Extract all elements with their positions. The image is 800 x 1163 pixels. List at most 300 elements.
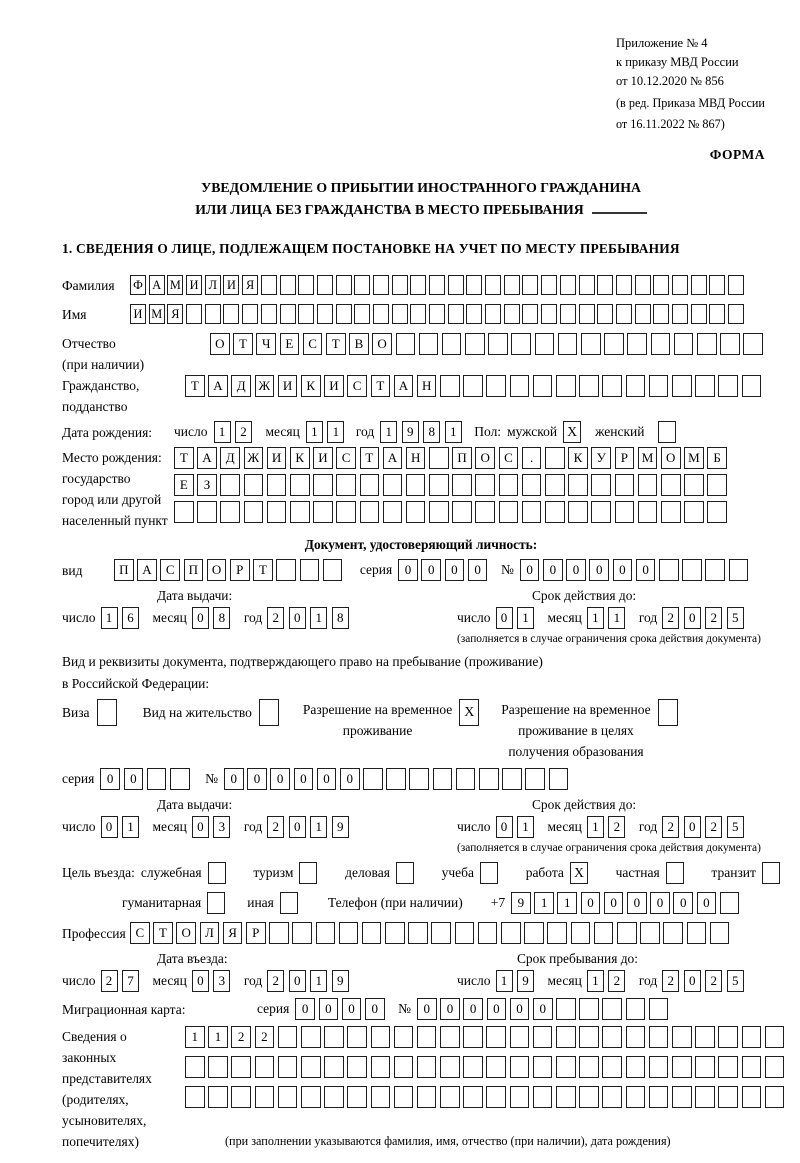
char-cell[interactable]: [591, 474, 611, 496]
char-cell[interactable]: [317, 304, 333, 324]
char-cell[interactable]: [718, 1056, 738, 1078]
char-cell[interactable]: 3: [213, 816, 230, 838]
char-cell[interactable]: Ч: [256, 333, 276, 355]
char-cell[interactable]: 0: [295, 998, 315, 1020]
char-cell[interactable]: [244, 501, 264, 523]
char-cell[interactable]: 1: [306, 421, 323, 443]
char-cell[interactable]: [147, 768, 167, 790]
char-cell[interactable]: [409, 768, 429, 790]
char-cell[interactable]: [429, 501, 449, 523]
char-cell[interactable]: [556, 1026, 576, 1048]
char-cell[interactable]: [649, 375, 669, 397]
char-cell[interactable]: [672, 375, 692, 397]
char-cell[interactable]: [394, 1056, 414, 1078]
char-cell[interactable]: 0: [589, 559, 609, 581]
char-cell[interactable]: [674, 333, 694, 355]
char-cell[interactable]: [485, 304, 501, 324]
char-cell[interactable]: [594, 922, 614, 944]
char-cell[interactable]: [208, 1056, 228, 1078]
char-cell[interactable]: [255, 1086, 275, 1108]
char-cell[interactable]: [373, 275, 389, 295]
char-cell[interactable]: [533, 1026, 553, 1048]
char-cell[interactable]: [231, 1056, 251, 1078]
char-cell[interactable]: [255, 1056, 275, 1078]
char-cell[interactable]: 3: [213, 970, 230, 992]
char-cell[interactable]: [466, 275, 482, 295]
char-cell[interactable]: 0: [496, 816, 513, 838]
char-cell[interactable]: Н: [417, 375, 437, 397]
char-cell[interactable]: 2: [235, 421, 252, 443]
char-cell[interactable]: [261, 304, 277, 324]
char-cell[interactable]: 2: [705, 607, 722, 629]
char-cell[interactable]: [336, 474, 356, 496]
char-cell[interactable]: 0: [365, 998, 385, 1020]
char-cell[interactable]: [672, 275, 688, 295]
char-cell[interactable]: С: [347, 375, 367, 397]
char-cell[interactable]: [475, 474, 495, 496]
char-cell[interactable]: К: [290, 447, 310, 469]
char-cell[interactable]: [626, 1056, 646, 1078]
char-cell[interactable]: [354, 304, 370, 324]
char-cell[interactable]: 1: [310, 970, 327, 992]
char-cell[interactable]: [510, 1026, 530, 1048]
char-cell[interactable]: [392, 304, 408, 324]
char-cell[interactable]: [406, 474, 426, 496]
char-cell[interactable]: [419, 333, 439, 355]
char-cell[interactable]: [616, 275, 632, 295]
char-cell[interactable]: [406, 501, 426, 523]
char-cell[interactable]: [394, 1086, 414, 1108]
char-cell[interactable]: Ж: [255, 375, 275, 397]
char-cell[interactable]: [672, 1056, 692, 1078]
char-cell[interactable]: [440, 375, 460, 397]
char-cell[interactable]: У: [591, 447, 611, 469]
char-cell[interactable]: [742, 375, 762, 397]
char-cell[interactable]: [709, 275, 725, 295]
char-cell[interactable]: [742, 1056, 762, 1078]
char-cell[interactable]: [301, 1026, 321, 1048]
char-cell[interactable]: [579, 375, 599, 397]
char-cell[interactable]: [626, 1086, 646, 1108]
char-cell[interactable]: [394, 1026, 414, 1048]
char-cell[interactable]: [417, 1056, 437, 1078]
char-cell[interactable]: [626, 1026, 646, 1048]
char-cell[interactable]: 0: [192, 970, 209, 992]
char-cell[interactable]: [695, 1026, 715, 1048]
char-cell[interactable]: 1: [185, 1026, 205, 1048]
char-cell[interactable]: [410, 275, 426, 295]
char-cell[interactable]: [269, 922, 289, 944]
char-cell[interactable]: [695, 375, 715, 397]
char-cell[interactable]: Я: [242, 275, 258, 295]
char-cell[interactable]: [718, 375, 738, 397]
char-cell[interactable]: [396, 333, 416, 355]
char-cell[interactable]: [466, 304, 482, 324]
char-cell[interactable]: 0: [684, 816, 701, 838]
char-cell[interactable]: 2: [255, 1026, 275, 1048]
char-cell[interactable]: [410, 304, 426, 324]
char-cell[interactable]: [522, 501, 542, 523]
char-cell[interactable]: Р: [615, 447, 635, 469]
char-cell[interactable]: [486, 1026, 506, 1048]
char-cell[interactable]: [207, 892, 225, 914]
char-cell[interactable]: [510, 375, 530, 397]
char-cell[interactable]: 0: [613, 559, 633, 581]
char-cell[interactable]: 2: [608, 970, 625, 992]
char-cell[interactable]: [363, 768, 383, 790]
char-cell[interactable]: [316, 922, 336, 944]
char-cell[interactable]: 0: [340, 768, 360, 790]
char-cell[interactable]: [280, 304, 296, 324]
char-cell[interactable]: [386, 768, 406, 790]
char-cell[interactable]: [617, 922, 637, 944]
char-cell[interactable]: [174, 501, 194, 523]
char-cell[interactable]: [452, 501, 472, 523]
char-cell[interactable]: [298, 275, 314, 295]
char-cell[interactable]: [649, 998, 669, 1020]
char-cell[interactable]: [360, 474, 380, 496]
char-cell[interactable]: М: [638, 447, 658, 469]
char-cell[interactable]: 0: [101, 816, 118, 838]
char-cell[interactable]: [290, 474, 310, 496]
char-cell[interactable]: 0: [440, 998, 460, 1020]
char-cell[interactable]: [324, 1086, 344, 1108]
char-cell[interactable]: 1: [587, 970, 604, 992]
char-cell[interactable]: Н: [406, 447, 426, 469]
char-cell[interactable]: А: [137, 559, 157, 581]
char-cell[interactable]: 2: [662, 816, 679, 838]
char-cell[interactable]: [602, 1086, 622, 1108]
char-cell[interactable]: [728, 304, 744, 324]
char-cell[interactable]: [259, 699, 279, 726]
char-cell[interactable]: [545, 474, 565, 496]
char-cell[interactable]: [558, 333, 578, 355]
char-cell[interactable]: [638, 501, 658, 523]
char-cell[interactable]: .: [522, 447, 542, 469]
char-cell[interactable]: [385, 922, 405, 944]
char-cell[interactable]: [223, 304, 239, 324]
char-cell[interactable]: [429, 275, 445, 295]
char-cell[interactable]: [556, 1086, 576, 1108]
char-cell[interactable]: [486, 1056, 506, 1078]
char-cell[interactable]: [417, 1026, 437, 1048]
char-cell[interactable]: [709, 304, 725, 324]
char-cell[interactable]: [276, 559, 296, 581]
char-cell[interactable]: [383, 501, 403, 523]
char-cell[interactable]: О: [372, 333, 392, 355]
char-cell[interactable]: О: [661, 447, 681, 469]
char-cell[interactable]: [278, 1086, 298, 1108]
char-cell[interactable]: [720, 333, 740, 355]
char-cell[interactable]: [640, 922, 660, 944]
char-cell[interactable]: 0: [398, 559, 418, 581]
char-cell[interactable]: [649, 1026, 669, 1048]
char-cell[interactable]: [541, 275, 557, 295]
char-cell[interactable]: Р: [246, 922, 266, 944]
char-cell[interactable]: [433, 768, 453, 790]
char-cell[interactable]: М: [684, 447, 704, 469]
char-cell[interactable]: [627, 333, 647, 355]
char-cell[interactable]: О: [210, 333, 230, 355]
char-cell[interactable]: [765, 1026, 785, 1048]
char-cell[interactable]: 2: [705, 816, 722, 838]
char-cell[interactable]: 0: [581, 892, 601, 914]
char-cell[interactable]: [649, 1086, 669, 1108]
char-cell[interactable]: [339, 922, 359, 944]
char-cell[interactable]: 0: [566, 559, 586, 581]
char-cell[interactable]: 0: [317, 768, 337, 790]
char-cell[interactable]: [475, 501, 495, 523]
char-cell[interactable]: [371, 1056, 391, 1078]
char-cell[interactable]: [604, 333, 624, 355]
char-cell[interactable]: [522, 304, 538, 324]
char-cell[interactable]: [549, 768, 569, 790]
char-cell[interactable]: И: [186, 275, 202, 295]
char-cell[interactable]: 0: [520, 559, 540, 581]
char-cell[interactable]: [336, 275, 352, 295]
char-cell[interactable]: 0: [289, 970, 306, 992]
char-cell[interactable]: 2: [267, 816, 284, 838]
char-cell[interactable]: [463, 375, 483, 397]
char-cell[interactable]: Т: [185, 375, 205, 397]
char-cell[interactable]: 0: [673, 892, 693, 914]
char-cell[interactable]: 0: [224, 768, 244, 790]
char-cell[interactable]: [602, 998, 622, 1020]
char-cell[interactable]: [324, 1056, 344, 1078]
char-cell[interactable]: [431, 922, 451, 944]
char-cell[interactable]: К: [568, 447, 588, 469]
char-cell[interactable]: С: [336, 447, 356, 469]
char-cell[interactable]: В: [349, 333, 369, 355]
char-cell[interactable]: [300, 559, 320, 581]
char-cell[interactable]: [301, 1086, 321, 1108]
char-cell[interactable]: Я: [223, 922, 243, 944]
char-cell[interactable]: [373, 304, 389, 324]
char-cell[interactable]: 2: [705, 970, 722, 992]
char-cell[interactable]: [556, 375, 576, 397]
char-cell[interactable]: 0: [684, 607, 701, 629]
char-cell[interactable]: 0: [697, 892, 717, 914]
char-cell[interactable]: [429, 304, 445, 324]
char-cell[interactable]: И: [324, 375, 344, 397]
char-cell[interactable]: Т: [174, 447, 194, 469]
char-cell[interactable]: Т: [326, 333, 346, 355]
char-cell[interactable]: [661, 474, 681, 496]
char-cell[interactable]: [556, 1056, 576, 1078]
char-cell[interactable]: 2: [267, 970, 284, 992]
char-cell[interactable]: 0: [289, 816, 306, 838]
char-cell[interactable]: [579, 275, 595, 295]
char-cell[interactable]: [197, 501, 217, 523]
char-cell[interactable]: [720, 892, 740, 914]
char-cell[interactable]: [695, 1086, 715, 1108]
char-cell[interactable]: [510, 1056, 530, 1078]
char-cell[interactable]: [626, 998, 646, 1020]
char-cell[interactable]: И: [223, 275, 239, 295]
char-cell[interactable]: [317, 275, 333, 295]
char-cell[interactable]: [602, 1056, 622, 1078]
char-cell[interactable]: [560, 275, 576, 295]
char-cell[interactable]: 1: [517, 607, 534, 629]
char-cell[interactable]: [649, 1056, 669, 1078]
char-cell[interactable]: 1: [101, 607, 118, 629]
char-cell[interactable]: [729, 559, 749, 581]
char-cell[interactable]: [697, 333, 717, 355]
char-cell[interactable]: 1: [608, 607, 625, 629]
char-cell[interactable]: А: [149, 275, 165, 295]
char-cell[interactable]: [672, 1086, 692, 1108]
char-cell[interactable]: 2: [267, 607, 284, 629]
char-cell[interactable]: 1: [327, 421, 344, 443]
char-cell[interactable]: [571, 922, 591, 944]
char-cell[interactable]: [672, 304, 688, 324]
char-cell[interactable]: 0: [247, 768, 267, 790]
char-cell[interactable]: [501, 922, 521, 944]
char-cell[interactable]: [742, 1086, 762, 1108]
char-cell[interactable]: 9: [402, 421, 419, 443]
char-cell[interactable]: [299, 862, 317, 884]
char-cell[interactable]: [347, 1026, 367, 1048]
char-cell[interactable]: [323, 559, 343, 581]
char-cell[interactable]: А: [208, 375, 228, 397]
char-cell[interactable]: [170, 768, 190, 790]
char-cell[interactable]: [280, 275, 296, 295]
char-cell[interactable]: [545, 501, 565, 523]
char-cell[interactable]: Е: [174, 474, 194, 496]
char-cell[interactable]: Д: [231, 375, 251, 397]
char-cell[interactable]: С: [160, 559, 180, 581]
char-cell[interactable]: 0: [510, 998, 530, 1020]
char-cell[interactable]: [691, 275, 707, 295]
char-cell[interactable]: 0: [533, 998, 553, 1020]
char-cell[interactable]: [525, 768, 545, 790]
char-cell[interactable]: 0: [650, 892, 670, 914]
char-cell[interactable]: 6: [122, 607, 139, 629]
char-cell[interactable]: [533, 1056, 553, 1078]
char-cell[interactable]: [535, 333, 555, 355]
char-cell[interactable]: 1: [587, 816, 604, 838]
char-cell[interactable]: [615, 474, 635, 496]
char-cell[interactable]: [661, 501, 681, 523]
char-cell[interactable]: [478, 922, 498, 944]
char-cell[interactable]: [635, 275, 651, 295]
char-cell[interactable]: 2: [662, 607, 679, 629]
char-cell[interactable]: 1: [208, 1026, 228, 1048]
char-cell[interactable]: 5: [727, 970, 744, 992]
char-cell[interactable]: [486, 375, 506, 397]
char-cell[interactable]: К: [301, 375, 321, 397]
char-cell[interactable]: [429, 474, 449, 496]
char-cell[interactable]: [687, 922, 707, 944]
char-cell[interactable]: [504, 275, 520, 295]
char-cell[interactable]: М: [167, 275, 183, 295]
char-cell[interactable]: [208, 862, 226, 884]
char-cell[interactable]: О: [176, 922, 196, 944]
char-cell[interactable]: Я: [167, 304, 183, 324]
char-cell[interactable]: X: [570, 862, 588, 884]
char-cell[interactable]: [510, 1086, 530, 1108]
char-cell[interactable]: [440, 1026, 460, 1048]
char-cell[interactable]: 0: [543, 559, 563, 581]
char-cell[interactable]: [278, 1026, 298, 1048]
char-cell[interactable]: Р: [230, 559, 250, 581]
char-cell[interactable]: [313, 501, 333, 523]
char-cell[interactable]: [579, 1026, 599, 1048]
char-cell[interactable]: [429, 447, 449, 469]
char-cell[interactable]: [502, 768, 522, 790]
char-cell[interactable]: [682, 559, 702, 581]
char-cell[interactable]: 1: [557, 892, 577, 914]
char-cell[interactable]: 5: [727, 816, 744, 838]
char-cell[interactable]: [653, 304, 669, 324]
char-cell[interactable]: [511, 333, 531, 355]
char-cell[interactable]: [742, 1026, 762, 1048]
char-cell[interactable]: [354, 275, 370, 295]
char-cell[interactable]: [290, 501, 310, 523]
char-cell[interactable]: [658, 421, 676, 443]
char-cell[interactable]: 1: [517, 816, 534, 838]
char-cell[interactable]: [568, 474, 588, 496]
char-cell[interactable]: [442, 333, 462, 355]
char-cell[interactable]: 0: [463, 998, 483, 1020]
char-cell[interactable]: [579, 998, 599, 1020]
char-cell[interactable]: 9: [332, 970, 349, 992]
char-cell[interactable]: [616, 304, 632, 324]
char-cell[interactable]: Ж: [244, 447, 264, 469]
char-cell[interactable]: [728, 275, 744, 295]
char-cell[interactable]: 0: [421, 559, 441, 581]
char-cell[interactable]: 2: [608, 816, 625, 838]
char-cell[interactable]: X: [459, 699, 479, 726]
char-cell[interactable]: [408, 922, 428, 944]
char-cell[interactable]: 9: [511, 892, 531, 914]
char-cell[interactable]: [485, 275, 501, 295]
char-cell[interactable]: [392, 275, 408, 295]
char-cell[interactable]: 1: [310, 607, 327, 629]
char-cell[interactable]: [710, 922, 730, 944]
char-cell[interactable]: [524, 922, 544, 944]
char-cell[interactable]: 0: [319, 998, 339, 1020]
char-cell[interactable]: Т: [233, 333, 253, 355]
char-cell[interactable]: П: [114, 559, 134, 581]
char-cell[interactable]: [695, 1056, 715, 1078]
char-cell[interactable]: [324, 1026, 344, 1048]
char-cell[interactable]: 0: [487, 998, 507, 1020]
char-cell[interactable]: [765, 1056, 785, 1078]
char-cell[interactable]: Б: [707, 447, 727, 469]
char-cell[interactable]: [371, 1086, 391, 1108]
char-cell[interactable]: С: [130, 922, 150, 944]
char-cell[interactable]: [653, 275, 669, 295]
char-cell[interactable]: [659, 559, 679, 581]
char-cell[interactable]: 8: [332, 607, 349, 629]
char-cell[interactable]: [545, 447, 565, 469]
char-cell[interactable]: [465, 333, 485, 355]
char-cell[interactable]: [718, 1026, 738, 1048]
char-cell[interactable]: [743, 333, 763, 355]
char-cell[interactable]: 0: [100, 768, 120, 790]
char-cell[interactable]: Т: [253, 559, 273, 581]
char-cell[interactable]: 0: [192, 816, 209, 838]
char-cell[interactable]: О: [475, 447, 495, 469]
char-cell[interactable]: Л: [200, 922, 220, 944]
char-cell[interactable]: [581, 333, 601, 355]
char-cell[interactable]: [579, 304, 595, 324]
char-cell[interactable]: П: [452, 447, 472, 469]
char-cell[interactable]: [336, 501, 356, 523]
char-cell[interactable]: [261, 275, 277, 295]
char-cell[interactable]: [556, 998, 576, 1020]
